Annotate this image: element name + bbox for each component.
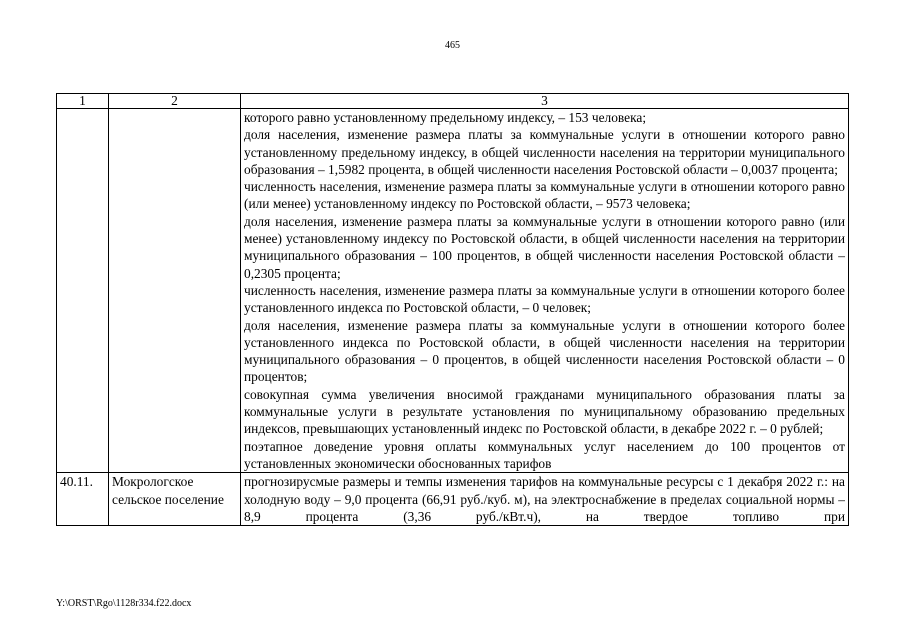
table-row	[57, 473, 849, 526]
footer-file-path: Y:\ORST\Rgo\1128r334.f22.docx	[56, 598, 192, 609]
row-text-cell	[241, 473, 849, 526]
paragraph: численность населения, изменение размера платы за коммунальные услуги в отношении которого равно (или менее) установленному индексу по Ростовской области, – 9573 человека;	[244, 179, 845, 212]
continuation-number-cell	[57, 109, 109, 473]
paragraph: доля населения, изменение размера платы за коммунальные услуги в отношении которого равно (или менее) установленному индексу по Ростовской области, в общей численности населения на территории муниципального образования – 100 процентов, в общей численности населения Ростовской области – 0,2305 процента;	[244, 213, 845, 281]
continuation-name-cell	[109, 109, 241, 473]
header-col-3: 3	[241, 94, 849, 109]
row-number-cell: 40.11.	[57, 473, 109, 526]
municipality-name-cell	[109, 473, 241, 526]
paragraph: доля населения, изменение размера платы за коммунальные услуги в отношении которого равно установленному предельному индексу, в общей численности населения на территории муниципального образования – 1,5982 процента, в общей численности населения Ростовской области – 0,0037 процента;	[244, 127, 845, 177]
paragraph: доля населения, изменение размера платы за коммунальные услуги в отношении которого более установленного индекса по Ростовской области, в общей численности населения на территории муниципального образования – 0 процентов, в общей численности населения Ростовской области – 0 процентов;	[244, 317, 845, 385]
municipality-name-line: сельское поселение	[112, 491, 224, 507]
table-row	[57, 109, 849, 473]
paragraph: прогнозирусмые размеры и темпы изменения тарифов на коммунальные ресурсы с 1 декабря 2022 г.: на холодную воду – 9,0 процента (66,91 руб./куб. м), на электроснабжение в пределах социальной нормы – 8,9 процента (3,36 руб./кВт.ч), на твердое топливо при	[244, 474, 845, 524]
paragraph: которого равно установленному предельному индексу, – 153 человека;	[244, 110, 647, 125]
paragraph: совокупная сумма увеличения вносимой гражданами муниципального образования платы за коммунальные услуги в результате установления по муниципальному образованию предельных индексов, превышающих установленный индекс по Ростовской области, в декабре 2022 г. – 0 рублей;	[244, 386, 845, 437]
continuation-text-cell	[241, 109, 849, 473]
header-col-2: 2	[109, 94, 241, 109]
document-table	[56, 93, 849, 526]
municipality-name-line: Мокрологское	[112, 474, 194, 490]
page-number: 465	[445, 40, 460, 51]
header-col-1: 1	[57, 94, 109, 109]
paragraph: поэтапное доведение уровня оплаты коммунальных услуг населением до 100 процентов от установленных экономически обоснованных тарифов	[244, 438, 845, 471]
paragraph: численность населения, изменение размера платы за коммунальные услуги в отношении которого более установленного индекса по Ростовской области, – 0 человек;	[244, 282, 845, 316]
table-header-row	[57, 94, 849, 109]
